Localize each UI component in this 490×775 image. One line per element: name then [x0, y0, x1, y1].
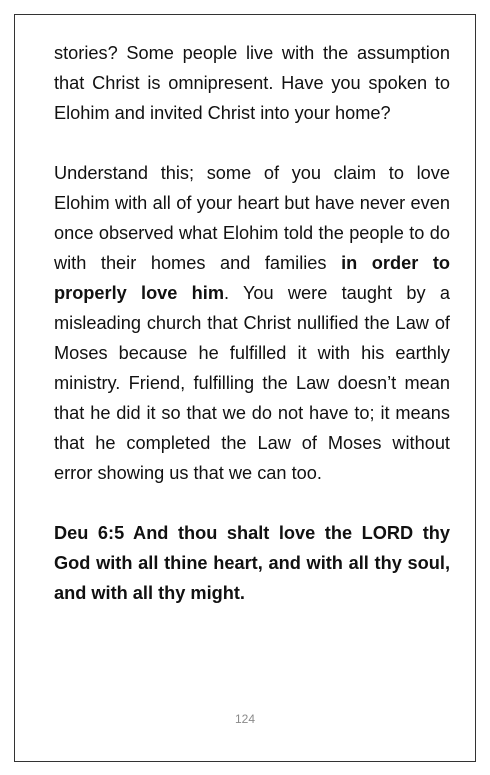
paragraph-2-text-start: Understand this; some of you claim to love Elohim with all of your heart but have never even once observed what Elohim told the people to do with their homes and families: [54, 163, 450, 273]
paragraph-2: [54, 158, 450, 488]
paragraph-2-text-end: . You were taught by a misleading church that Christ nullified the Law of Moses because he fulfilled it with his earthly ministry. Friend, fulfilling the Law doesn’t mean that he did it so that we do not have to; it means that he completed the Law of Moses without error showing us that we can too.: [54, 283, 450, 483]
paragraph-1: stories? Some people live with the assumption that Christ is omnipresent. Have you spoken to Elohim and invited Christ into your home?: [54, 43, 450, 123]
scripture-verse: Deu 6:5 And thou shalt love the LORD thy God with all thine heart, and with all thy soul, and with all thy might.: [54, 523, 450, 603]
page-body: [54, 38, 450, 608]
page-number: 124: [234, 712, 256, 726]
paragraph-2-emphasis: in order to properly love him: [54, 253, 450, 303]
